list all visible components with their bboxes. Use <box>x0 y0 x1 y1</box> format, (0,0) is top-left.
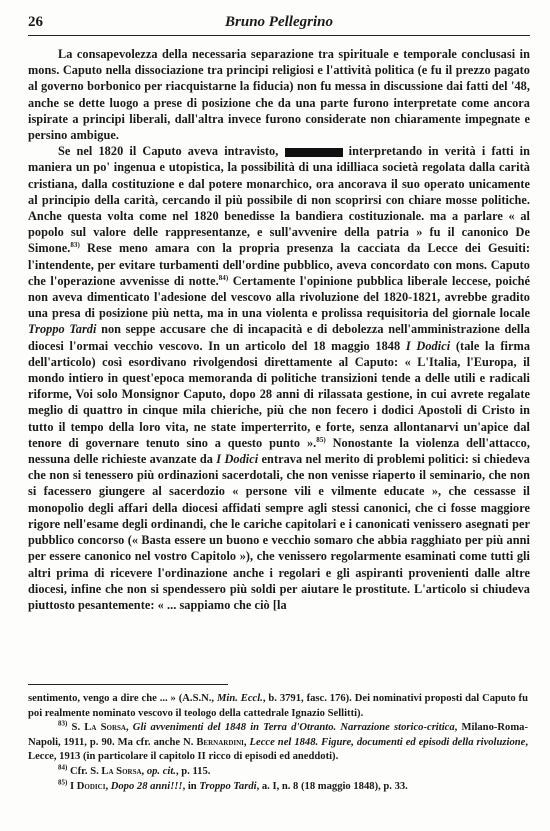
signature-i-dodici: I Dodici <box>405 338 451 353</box>
footnote-ref-83: 83) <box>70 241 80 250</box>
footnote-continuation: sentimento, vengo a dire che ... » (A.S.N., Min. Eccl., b. 3791, fasc. 176). Dei nominativi proposti dal Caputo fu poi realmente nominato vescovo il teologo della cattedrale Ignazio Sellitti). <box>28 693 528 719</box>
footnote-85: $^{85)}$ I Dodici, Dopo 28 anni!!!, in Troppo Tardi, a. I, n. 8 (18 maggio 1848), p. 33. <box>58 778 408 792</box>
header-rule <box>28 35 530 36</box>
signature-i-dodici-2: I Dodici <box>216 452 259 467</box>
running-head: Bruno Pellegrino <box>225 14 333 30</box>
paragraph-1: La consapevolezza della necessaria separazione tra spirituale e temporale conclusasi in mons. Caputo nella dissociazione tra principi religiosi e l'attività politica (e fu il prezzo pagato al governo borbonico per riacquistarne la fiducia) non fu messa in discussione dai fatti del '48, anche se dette luogo a prese di posizione che da una parte furono interpretate come ancora ispirate a principi liberali, dall'altra invece furono considerate non chiaramente impegnate e persino ambigue. <box>28 47 530 143</box>
page-number: 26 <box>28 14 43 30</box>
footnote-ref-85: 85) <box>316 435 326 444</box>
body-text <box>28 46 530 613</box>
redaction-mark <box>285 148 343 157</box>
footnote-ref-84: 84) <box>218 273 229 282</box>
footnotes <box>28 692 528 794</box>
footnote-83: $^{83)}$ S. La Sorsa, Gli avvenimenti del 1848 in Terra d'Otranto. Narrazione storico-critica, Milano-Roma-Napoli, 1911, p. 90. Ma cfr. anche N. Bernardini, Lecce nel 1848. Figure, documenti ed episodi della rivoluzione, Lecce, 1913 (in particolare il capitolo II ricco di episodi ed aneddoti). <box>28 719 529 763</box>
page-header <box>28 14 530 36</box>
newspaper-title: Troppo Tardi <box>28 322 97 337</box>
footnote-84: $^{84)}$ Cfr. S. La Sorsa, op. cit., p. 115. <box>58 763 211 777</box>
paragraph-2: Se nel 1820 il Caputo aveva intravisto, interpretando in verità i fatti in maniera un po' ingenua e utopistica, la possibilità di una idilliaca società regolata dalla carità cristiana, dalla costituzione e dal potere monarchico, ora ancorava il suo operato unicamente al principio della carità, cercando il più possibile di non scoprirsi con chiare mosse politiche. Anche questa volta come nel 1820 benedisse la bandiera costituzionale. ma a parlare « al popolo sul valore delle rappresentanze, e sull'avvenire della patria » fu il canonico De Simone.$^{83)}$ Rese meno amara con la propria presenza la cacciata da Lecce dei Gesuiti: l'intendente, per evitare turbamenti dell'ordine pubblico, aveva concordato con mons. Caputo che l'operazione avvenisse di notte.$^{84)}$ Certamente l'opinione pubblica liberale leccese, poiché non aveva dimenticato l'adesione del vescovo alla rivoluzione del 1820-1821, avrebbe gradito una presa di posizione più netta, ma in una violenta e prolissa requisitoria del giornale locale Troppo Tardi non seppe accusare che di incapacità e di debolezza nell'amministrazione della diocesi l'ormai vecchio vescovo. In un articolo del 18 maggio 1848 I Dodici (tale la firma dell'articolo) così esordivano rivolgendosi direttamente al Caputo: « L'Italia, l'Europa, il mondo intiero in quest'epoca memoranda di politiche transizioni tende a delle utili e radicali riforme, Voi solo Monsignor Caputo, dopo 28 anni di rilassata gestione, in cui avrete regalate meglio di quattro in cinque mila chieriche, più che non fecero i dodici Apostoli di Cristo in tutto il tempo della loro vita, ne state imperterrito, e forte, senza allontanarvi un'apice dal tenore di governare tenuto sino a questo punto ».$^{85)}$ Nonostante la violenza dell'attacco, nessuna delle richieste avanzate da I Dodici entrava nel merito di problemi politici: si chiedeva che non si tenessero più ordinazioni sacerdotali, che non venisse riaperto il seminario, che non si facessero giungere al sacerdozio « persone vili e vilmente educate », che cessasse il monopolio degli affari della diocesi affidati sempre agli stessi canonici, che ci fosse maggiore rigore nell'esame degli ordinandi, che le cariche capitolari e i canonicati venissero asegnati per pubblico concorso (« Basta essere un buono e vecchio somaro che abbia ragghiato per più anni per essere canonico nel vostro Capitolo »), che venissero regolarmente esaminati come tutti gli altri prima di ricevere l'ordinazione anche i regolari e gli aspiranti provenienti dalle altre diocesi, infine che non si spendessero più soldi per aiutare le prostitute. L'articolo si chiudeva piuttosto pesantemente: « ... sappiamo che ciò [la <box>28 144 531 612</box>
footnote-rule <box>28 684 228 685</box>
